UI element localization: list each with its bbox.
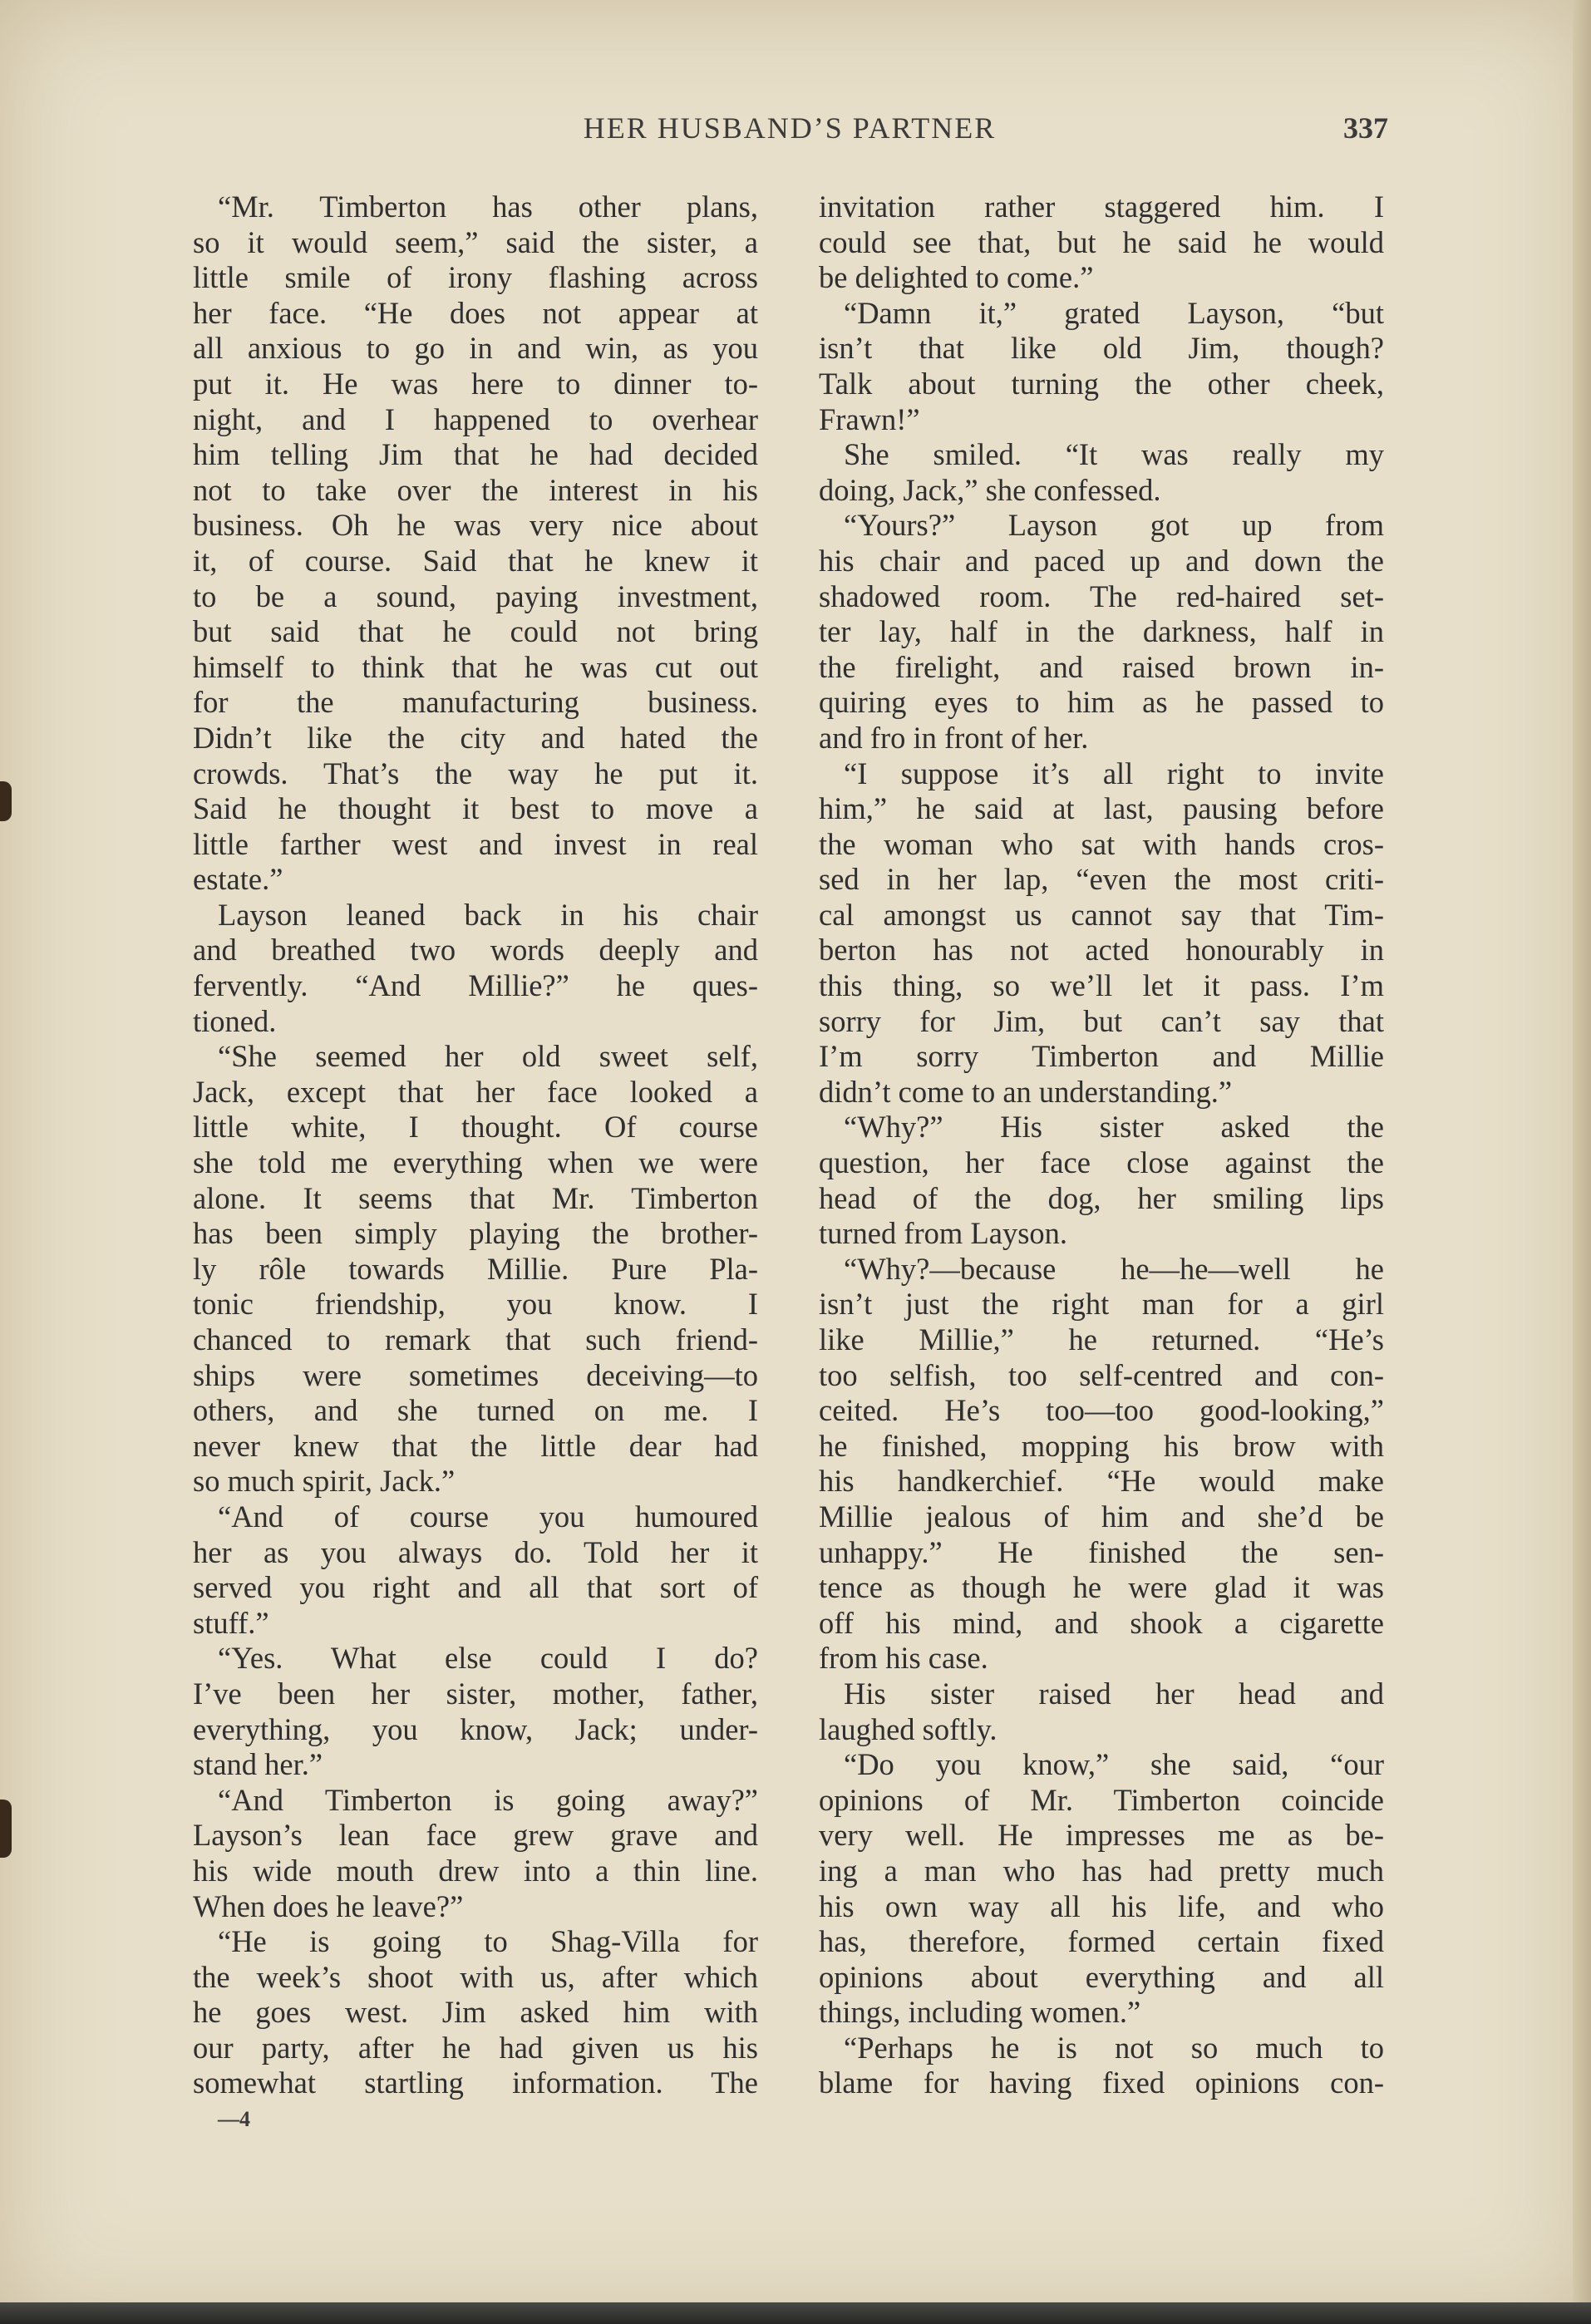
- text-line: sed in her lap, “even the most criti-: [819, 862, 1384, 897]
- text-line: crowds. That’s the way he put it.: [193, 756, 758, 790]
- text-line: turned from Layson.: [819, 1216, 1068, 1251]
- text-line: Said he thought it best to move a: [193, 791, 758, 826]
- text-line: all anxious to go in and win, as you: [193, 331, 758, 366]
- text-line: tioned.: [193, 1003, 277, 1038]
- text-line: Frawn!”: [819, 401, 920, 436]
- text-line: cal amongst us cannot say that Tim-: [819, 897, 1384, 932]
- text-line: has, therefore, formed certain fixed: [819, 1924, 1384, 1959]
- text-line: him,” he said at last, pausing before: [819, 791, 1384, 826]
- text-line: tence as though he were glad it was: [819, 1570, 1384, 1605]
- text-line: Didn’t like the city and hated the: [193, 720, 758, 755]
- text-line: stand her.”: [193, 1747, 323, 1782]
- text-line: unhappy.” He finished the sen-: [819, 1534, 1384, 1569]
- text-line: business. Oh he was very nice about: [193, 508, 758, 543]
- text-line: his chair and paced up and down the: [819, 543, 1384, 578]
- text-line: When does he leave?”: [193, 1888, 464, 1923]
- text-line: opinions about everything and all: [819, 1959, 1384, 1994]
- text-line: very well. He impresses me as be-: [819, 1818, 1384, 1853]
- text-line: head of the dog, her smiling lips: [819, 1180, 1384, 1215]
- text-line: the woman who sat with hands cros-: [819, 826, 1384, 861]
- text-line: so much spirit, Jack.”: [193, 1464, 456, 1499]
- text-line: berton has not acted honourably in: [819, 933, 1384, 968]
- text-line: “Perhaps he is not so much to: [844, 2030, 1384, 2065]
- text-line: too selfish, too self-centred and con-: [819, 1357, 1384, 1392]
- text-line: to be a sound, paying investment,: [193, 579, 758, 613]
- text-line: off his mind, and shook a cigarette: [819, 1605, 1384, 1640]
- text-line: “Why?” His sister asked the: [844, 1110, 1384, 1145]
- text-line: ly rôle towards Millie. Pure Pla-: [193, 1251, 758, 1286]
- binding-stain: [0, 1800, 12, 1858]
- text-line: the firelight, and raised brown in-: [819, 649, 1384, 684]
- text-line: could see that, but he said he would: [819, 224, 1384, 259]
- text-line: chanced to remark that such friend-: [193, 1322, 758, 1356]
- scan-bottom-edge: [0, 2302, 1591, 2324]
- text-line: Talk about turning the other cheek,: [819, 366, 1384, 401]
- text-line: she told me everything when we were: [193, 1145, 758, 1180]
- text-line: question, her face close against the: [819, 1145, 1384, 1180]
- right-text-column: [819, 190, 1384, 2101]
- text-line: isn’t that like old Jim, though?: [819, 331, 1384, 366]
- text-line: so it would seem,” said the sister, a: [193, 224, 758, 259]
- text-line: put it. He was here to dinner to-: [193, 366, 758, 401]
- text-line: opinions of Mr. Timberton coincide: [819, 1782, 1384, 1817]
- page-edge-shadow: [1573, 0, 1591, 2324]
- text-line: “I suppose it’s all right to invite: [844, 756, 1384, 790]
- text-line: little white, I thought. Of course: [193, 1110, 758, 1145]
- text-line: himself to think that he was cut out: [193, 649, 758, 684]
- text-line: blame for having fixed opinions con-: [819, 2066, 1384, 2100]
- text-line: “And of course you humoured: [218, 1499, 758, 1534]
- text-line: isn’t just the right man for a girl: [819, 1287, 1384, 1322]
- text-line: “Yes. What else could I do?: [218, 1641, 758, 1676]
- text-line: things, including women.”: [819, 1995, 1141, 2030]
- text-line: “Do you know,” she said, “our: [844, 1747, 1384, 1782]
- text-line: sorry for Jim, but can’t say that: [819, 1003, 1384, 1038]
- page-number: 337: [1343, 111, 1388, 145]
- text-line: he finished, mopping his brow with: [819, 1428, 1384, 1463]
- binding-stain: [0, 781, 12, 821]
- text-line: never knew that the little dear had: [193, 1428, 758, 1463]
- text-line: be delighted to come.”: [819, 260, 1094, 295]
- text-line: everything, you know, Jack; under-: [193, 1711, 758, 1746]
- text-line: “And Timberton is going away?”: [218, 1782, 758, 1817]
- text-line: tonic friendship, you know. I: [193, 1287, 758, 1322]
- text-line: he goes west. Jim asked him with: [193, 1995, 758, 2030]
- left-text-column: [193, 190, 758, 2101]
- text-line: doing, Jack,” she confessed.: [819, 472, 1161, 507]
- text-line: I’m sorry Timberton and Millie: [819, 1039, 1384, 1074]
- text-line: ceited. He’s too—too good-looking,”: [819, 1393, 1384, 1428]
- text-line: the week’s shoot with us, after which: [193, 1959, 758, 1994]
- text-line: and fro in front of her.: [819, 720, 1089, 755]
- text-line: ing a man who has had pretty much: [819, 1853, 1384, 1888]
- running-title: HER HUSBAND’S PARTNER: [583, 111, 997, 145]
- text-line: her as you always do. Told her it: [193, 1534, 758, 1569]
- text-line: our party, after he had given us his: [193, 2030, 758, 2065]
- text-line: him telling Jim that he had decided: [193, 437, 758, 472]
- text-line: not to take over the interest in his: [193, 472, 758, 507]
- text-line: “Why?—because he—he—well he: [844, 1251, 1384, 1286]
- text-line: served you right and all that sort of: [193, 1570, 758, 1605]
- text-line: Millie jealous of him and she’d be: [819, 1499, 1384, 1534]
- text-line: Jack, except that her face looked a: [193, 1074, 758, 1109]
- text-line: little smile of irony flashing across: [193, 260, 758, 295]
- text-line: didn’t come to an understanding.”: [819, 1074, 1233, 1109]
- text-line: fervently. “And Millie?” he ques-: [193, 968, 758, 1003]
- signature-mark: —4: [218, 2107, 250, 2131]
- text-line: “Mr. Timberton has other plans,: [218, 190, 758, 224]
- text-line: invitation rather staggered him. I: [819, 190, 1384, 224]
- text-line: “Yours?” Layson got up from: [844, 508, 1384, 543]
- running-head: [191, 111, 1388, 152]
- text-line: alone. It seems that Mr. Timberton: [193, 1180, 758, 1215]
- text-line: from his case.: [819, 1641, 988, 1676]
- text-line: ships were sometimes deceiving—to: [193, 1357, 758, 1392]
- text-line: shadowed room. The red-haired set-: [819, 579, 1384, 613]
- text-line: others, and she turned on me. I: [193, 1393, 758, 1428]
- text-line: She smiled. “It was really my: [844, 437, 1384, 472]
- text-line: “She seemed her old sweet self,: [218, 1039, 758, 1074]
- text-line: stuff.”: [193, 1605, 269, 1640]
- text-line: it, of course. Said that he knew it: [193, 543, 758, 578]
- text-line: “Damn it,” grated Layson, “but: [844, 295, 1384, 330]
- text-line: for the manufacturing business.: [193, 685, 758, 720]
- text-line: quiring eyes to him as he passed to: [819, 685, 1384, 720]
- text-line: laughed softly.: [819, 1711, 997, 1746]
- text-line: his wide mouth drew into a thin line.: [193, 1853, 758, 1888]
- text-line: little farther west and invest in real: [193, 826, 758, 861]
- text-line: his handkerchief. “He would make: [819, 1464, 1384, 1499]
- text-line: somewhat startling information. The: [193, 2066, 758, 2100]
- text-line: His sister raised her head and: [844, 1676, 1384, 1711]
- text-line: has been simply playing the brother-: [193, 1216, 758, 1251]
- text-line: her face. “He does not appear at: [193, 295, 758, 330]
- text-line: estate.”: [193, 862, 283, 897]
- text-line: but said that he could not bring: [193, 614, 758, 649]
- text-line: ter lay, half in the darkness, half in: [819, 614, 1384, 649]
- text-line: like Millie,” he returned. “He’s: [819, 1322, 1384, 1356]
- text-line: night, and I happened to overhear: [193, 401, 758, 436]
- text-line: I’ve been her sister, mother, father,: [193, 1676, 758, 1711]
- text-line: Layson leaned back in his chair: [218, 897, 758, 932]
- text-line: Layson’s lean face grew grave and: [193, 1818, 758, 1853]
- text-line: “He is going to Shag-Villa for: [218, 1924, 758, 1959]
- text-line: his own way all his life, and who: [819, 1888, 1384, 1923]
- text-line: and breathed two words deeply and: [193, 933, 758, 968]
- text-line: this thing, so we’ll let it pass. I’m: [819, 968, 1384, 1003]
